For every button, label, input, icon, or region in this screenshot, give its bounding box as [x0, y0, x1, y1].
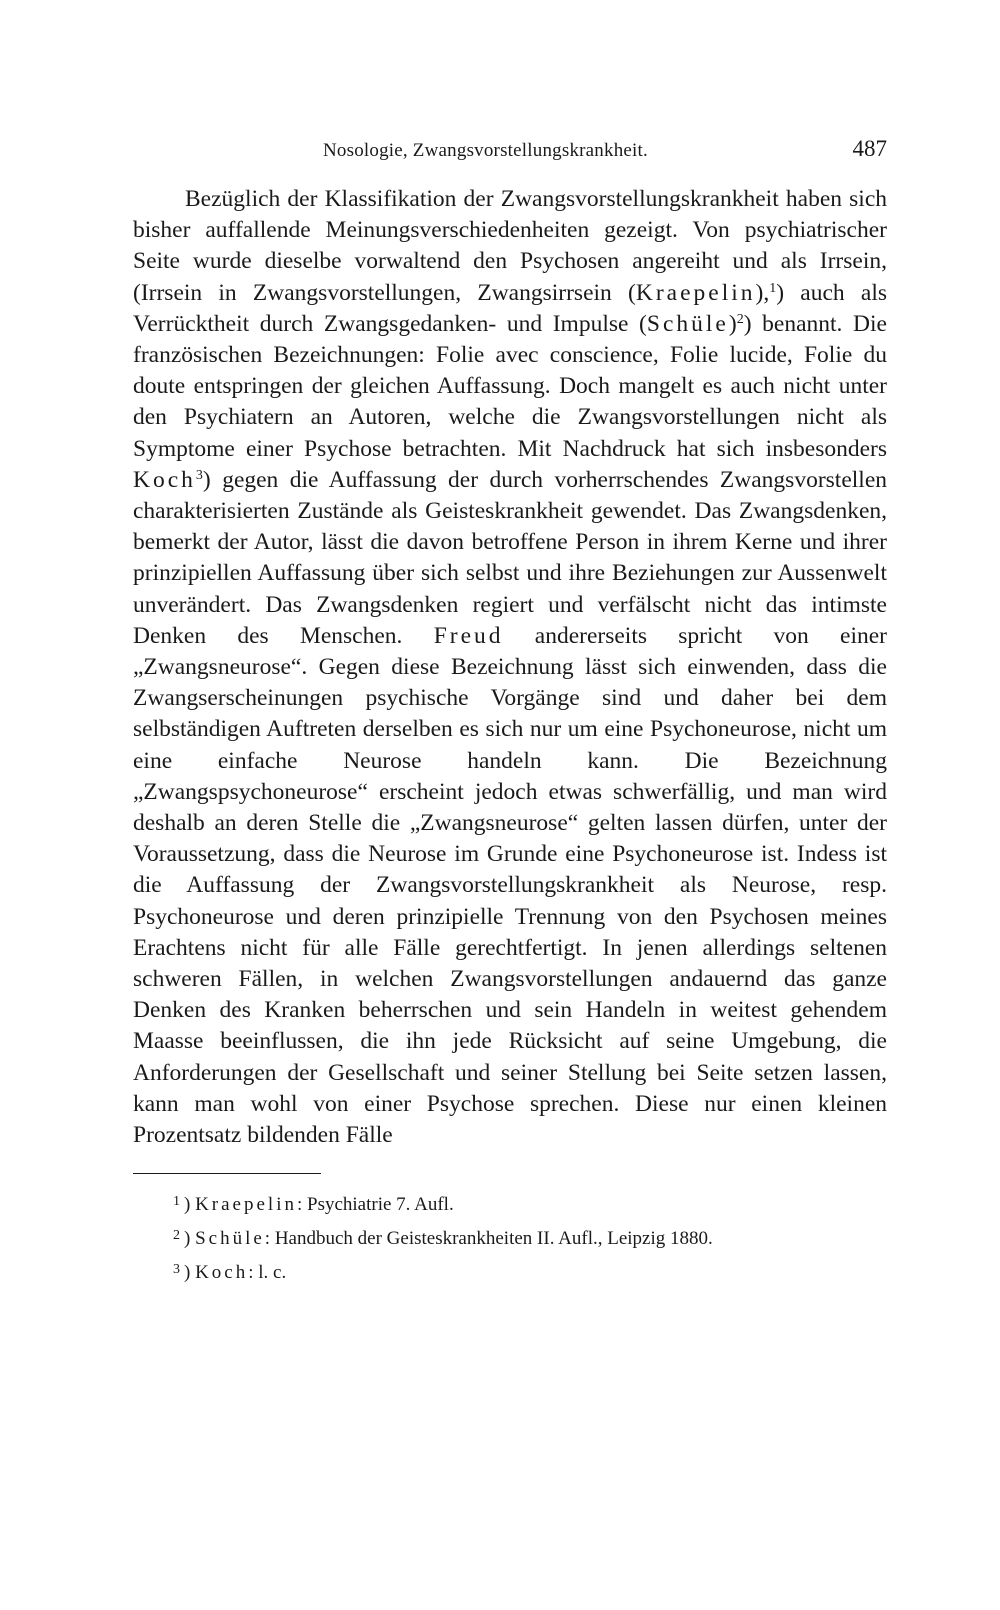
- footnote-mark: 3: [173, 1262, 180, 1278]
- footnote-author: Kraepelin: [195, 1194, 297, 1216]
- footnote-1: $^1$ ) Kraepelin: Psychiatrie 7. Aufl.: [173, 1194, 454, 1216]
- footnote-2: $^2$ ) Schüle: Handbuch der Geisteskrankheiten II. Aufl., Leipzig 1880.: [173, 1228, 713, 1250]
- page-number: 487: [852, 136, 887, 161]
- footnote-ref-1: 1: [769, 280, 777, 296]
- footnote-text: : Handbuch der Geisteskrankheiten II. Aufl., Leipzig 1880.: [264, 1228, 713, 1250]
- footnote-author: Schüle: [195, 1228, 265, 1250]
- running-title: Nosologie, Zwangsvorstellungskrankheit.: [323, 140, 648, 161]
- author-name-kraepelin: Kraepelin: [635, 279, 756, 306]
- text-segment: ),: [755, 279, 770, 306]
- text-segment: andererseits spricht von einer „Zwangsneurose“. Gegen diese Bezeichnung lässt sich einwenden, dass die Zwangserscheinungen psychische Vorgänge sind und daher bei dem selbständigen Auftreten derselben es sich nur um eine Psychoneurose, nicht um eine einfache Neurose handeln kann. Die Bezeichnung „Zwangspsychoneurose“ erscheint jedoch etwas schwerfällig, und man wird deshalb an deren Stelle die „Zwangsneurose“ gelten lassen dürfen, unter der Voraussetzung, dass die Neurose im Grunde eine Psychoneurose ist. Indess ist die Auffassung der Zwangsvorstellungskrankheit als Neurose, resp. Psychoneurose und deren prinzipielle Trennung von den Psychosen meines Erachtens nicht für alle Fälle gerechtfertigt. In jenen allerdings seltenen schweren Fällen, in welchen Zwangsvorstellungen andauernd das ganze Denken des Kranken beherrschen und sein Handeln in weitest gehendem Maasse beeinflussen, die ihn jede Rücksicht auf seine Umgebung, die Anforderungen der Gesellschaft und seiner Stellung bei Seite setzen lassen, kann man wohl von einer Psychose sprechen. Diese nur einen kleinen Prozentsatz bildenden Fälle: [133, 622, 887, 1149]
- footnote-3: $^3$ ) Koch: l. c.: [173, 1262, 287, 1284]
- footnote-divider: [133, 1173, 321, 1174]
- footnotes: [173, 1186, 887, 1288]
- footnote-ref-2: 2: [736, 311, 744, 327]
- text-segment: ): [728, 310, 737, 337]
- author-name-freud: Freud: [433, 622, 504, 649]
- footnote-ref-3: 3: [195, 467, 203, 483]
- body-paragraph: [133, 184, 887, 1151]
- text-segment: ) benannt. Die französischen Bezeichnungen: Folie avec conscience, Folie lucide, Folie du doute entspringen der gleichen Auffassung. Doch mangelt es auch nicht unter den Psychiatern an Autoren, welche die Zwangsvorstellungen nicht als Symptome einer Psychose betrachten. Mit Nachdruck hat sich insbesonders: [133, 310, 887, 462]
- footnote-text: : Psychiatrie 7. Aufl.: [296, 1194, 454, 1216]
- text-segment: ) auch als Verrücktheit durch Zwangsgedanken- und Impulse (: [133, 279, 887, 337]
- text-segment: Bezüglich der Klassifikation der Zwangsvorstellungskrankheit haben sich bisher auffallende Meinungsverschiedenheiten gezeigt. Von psychiatrischer Seite wurde dieselbe vorwaltend den Psychosen angereiht und als Irrsein, (Irrsein in Zwangsvorstellungen, Zwangsirrsein (: [133, 186, 887, 306]
- page-header: [133, 132, 887, 172]
- footnote-mark: 2: [173, 1228, 180, 1244]
- text-segment: ) gegen die Auffassung der durch vorherrschendes Zwangsvorstellen charakterisierten Zustände als Geisteskrankheit gewendet. Das Zwangsdenken, bemerkt der Autor, lässt die davon betroffene Person in ihrem Kerne und ihrer prinzipiellen Auffassung über sich selbst und ihre Beziehungen zur Aussenwelt unverändert. Das Zwangsdenken regiert und verfälscht nicht das intimste Denken des Menschen.: [133, 466, 887, 649]
- book-page: [133, 132, 887, 1288]
- footnote-text: : l. c.: [248, 1262, 287, 1284]
- footnote-mark: 1: [173, 1194, 180, 1210]
- author-name-schuele: Schüle: [646, 310, 729, 337]
- footnote-author: Koch: [195, 1262, 249, 1284]
- author-name-koch: Koch: [133, 466, 196, 493]
